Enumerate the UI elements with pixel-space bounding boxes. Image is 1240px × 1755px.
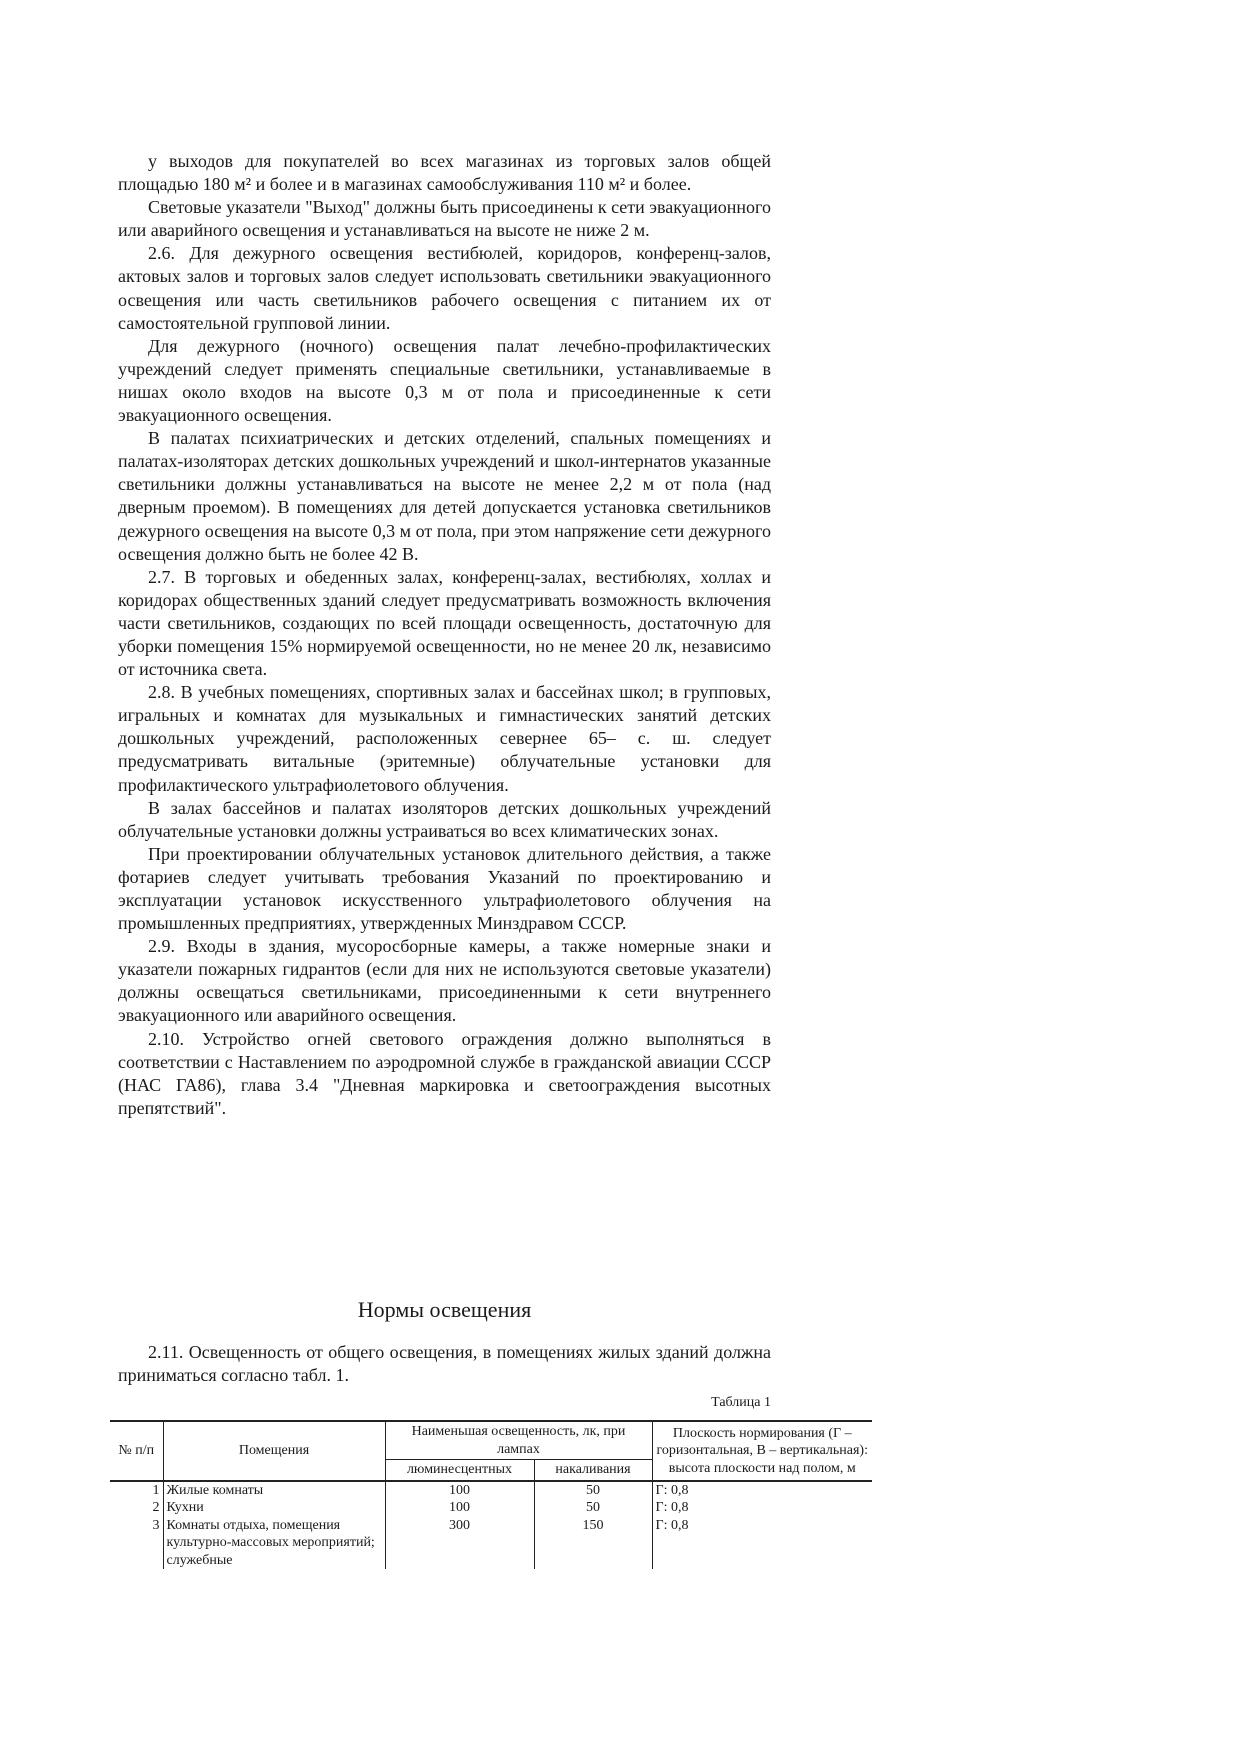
paragraph: у выходов для покупателей во всех магазинах из торговых залов общей площадью 180 м² и более и в магазинах самообслуживания 110 м² и более. xyxy=(118,151,771,195)
row-incandescent: 50 xyxy=(534,1481,652,1500)
paragraph: 2.9. Входы в здания, мусоросборные камеры, а также номерные знаки и указатели пожарных гидрантов (если для них не используются световые указатели) должны освещаться светильниками, присоединенными к сети внутреннего эвакуационного или аварийного освещения. xyxy=(118,936,771,1026)
section-heading: Нормы освещения xyxy=(357,1297,532,1322)
paragraph: 2.6. Для дежурного освещения вестибюлей, коридоров, конференц-залов, актовых залов и торговых залов следует использовать светильники эвакуационного освещения или часть светильников рабочего освещения с питанием их от самостоятельной групповой линии. xyxy=(118,243,771,333)
paragraph: Световые указатели "Выход" должны быть присоединены к сети эвакуационного или аварийного освещения и устанавливаться на высоте не ниже 2 м. xyxy=(118,197,771,241)
table-caption: Таблица 1 xyxy=(711,1395,771,1410)
row-fluorescent: 100 xyxy=(385,1481,534,1500)
header-plane: Плоскость нормирования (Г – горизонтальная, В – вертикальная): высота плоскости над полом, м xyxy=(652,1421,872,1481)
paragraph: 2.10. Устройство огней светового ограждения должно выполняться в соответствии с Наставлением по аэродромной службе в гражданской авиации СССР (НАС ГА86), глава 3.4 "Дневная маркировка и светоограждения высотных препятствий". xyxy=(118,1028,771,1118)
header-fluorescent: люминесцентных xyxy=(385,1460,534,1481)
header-illuminance: Наименьшая освещенность, лк, при лампах xyxy=(385,1421,652,1460)
header-incandescent: накаливания xyxy=(534,1460,652,1481)
header-room: Помещения xyxy=(163,1421,385,1481)
table-row xyxy=(110,1499,872,1517)
paragraph: В палатах психиатрических и детских отделений, спальных помещениях и палатах-изоляторах детских дошкольных учреждений и школ-интернатов указанные светильники должны устанавливаться на высоте не менее 2,2 м от пола (над дверным проемом). В помещениях для детей допускается установка светильников дежурного освещения на высоте 0,3 м от пола, при этом напряжение сети дежурного освещения должно быть не более 42 В. xyxy=(118,428,771,564)
row-number: 3 xyxy=(110,1517,163,1570)
row-number: 2 xyxy=(110,1499,163,1517)
header-number: № п/п xyxy=(110,1421,163,1481)
table-row xyxy=(110,1517,872,1570)
row-room: Жилые комнаты xyxy=(163,1481,385,1500)
row-plane: Г: 0,8 xyxy=(652,1481,872,1500)
table-row xyxy=(110,1481,872,1500)
row-plane: Г: 0,8 xyxy=(652,1517,872,1570)
paragraph: 2.7. В торговых и обеденных залах, конференц-залах, вестибюлях, холлах и коридорах общественных зданий следует предусматривать возможность включения части светильников, создающих по всей площади освещенность, достаточную для уборки помещения 15% нормируемой освещенности, но не менее 20 лк, независимо от источника света. xyxy=(118,566,771,680)
row-number: 1 xyxy=(110,1481,163,1500)
row-plane: Г: 0,8 xyxy=(652,1499,872,1517)
paragraph: 2.8. В учебных помещениях, спортивных залах и бассейнах школ; в групповых, игральных и комнатах для музыкальных и гимнастических занятий детских дошкольных учреждений, расположенных севернее 65– с. ш. следует предусматривать витальные (эритемные) облучательные установки для профилактического ультрафиолетового облучения. xyxy=(118,682,771,795)
row-fluorescent: 100 xyxy=(385,1499,534,1517)
paragraph: В залах бассейнов и палатах изоляторов детских дошкольных учреждений облучательные установки должны устраиваться во всех климатических зонах. xyxy=(118,797,771,841)
row-fluorescent: 300 xyxy=(385,1517,534,1570)
body-text xyxy=(118,150,771,1120)
paragraph: Для дежурного (ночного) освещения палат лечебно-профилактических учреждений следует применять специальные светильники, устанавливаемые в нишах около входов на высоте 0,3 м от пола и присоединенные к сети эвакуационного освещения. xyxy=(118,335,771,426)
row-room: Комнаты отдыха, помещения культурно-массовых мероприятий; служебные xyxy=(163,1517,385,1570)
row-incandescent: 50 xyxy=(534,1499,652,1517)
paragraph-2-11: 2.11. Освещенность от общего освещения, в помещениях жилых зданий должна приниматься согласно табл. 1. xyxy=(118,1342,771,1385)
norms-table xyxy=(110,1420,872,1569)
paragraph: При проектировании облучательных установок длительного действия, а также фотариев следует учитывать требования Указаний по проектированию и эксплуатации установок искусственного ультрафиолетового облучения на промышленных предприятиях, утвержденных Минздравом СССР. xyxy=(118,843,771,934)
row-room: Кухни xyxy=(163,1499,385,1517)
row-incandescent: 150 xyxy=(534,1517,652,1570)
